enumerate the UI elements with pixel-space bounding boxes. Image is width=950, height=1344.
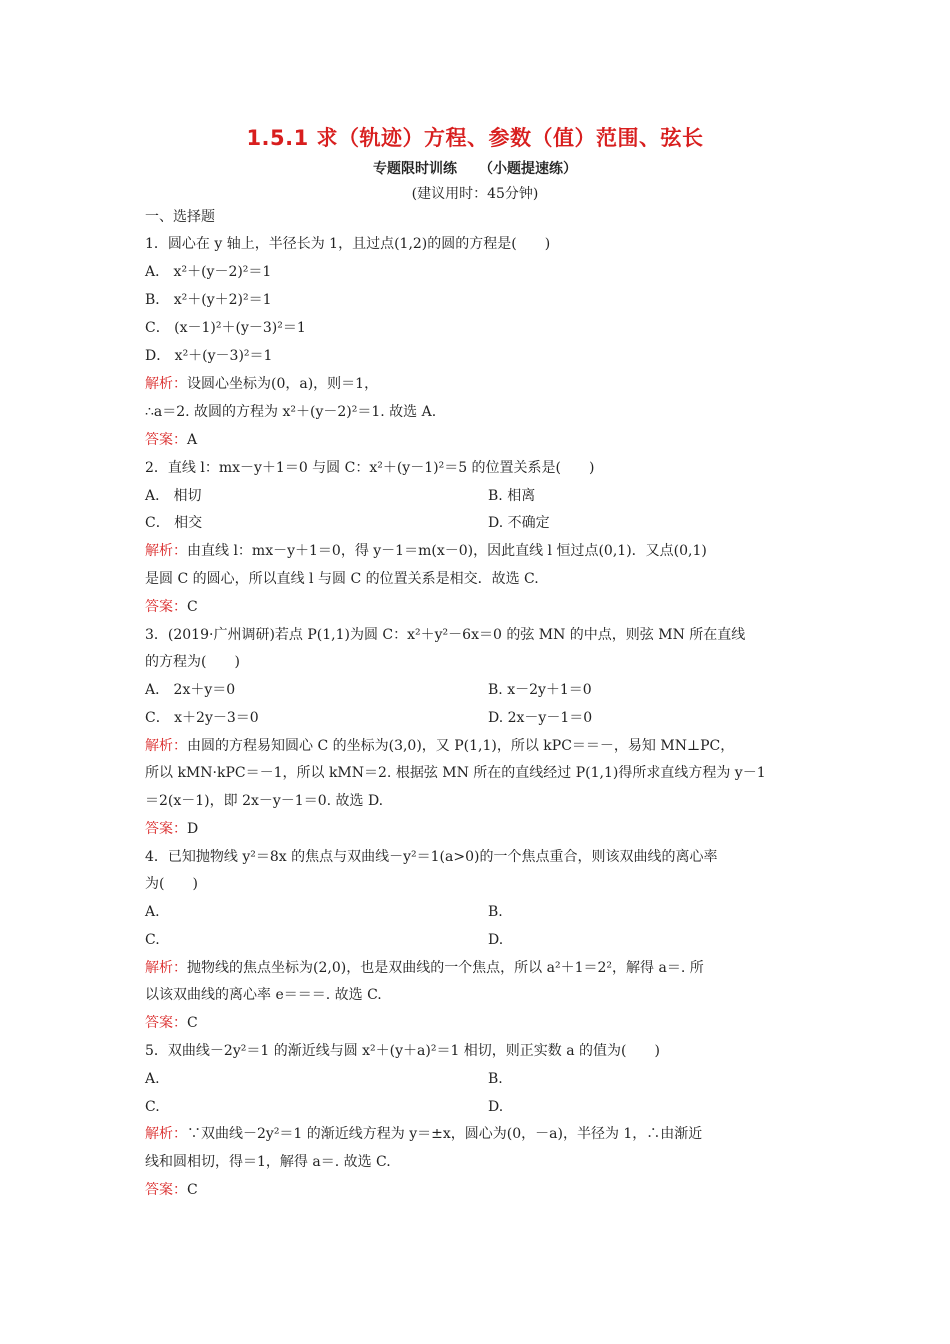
q1-option-b: B． x²＋(y＋2)²＝1 [145, 292, 272, 308]
q5-option-d: D. [488, 1099, 504, 1115]
analysis-text: 设圆心坐标为(0，a)，则＝1， [187, 376, 379, 392]
q1-analysis [145, 375, 378, 393]
q4-option-b: B. [488, 904, 503, 920]
q3-option-d: D. 2x－y－1＝0 [488, 710, 593, 726]
answer-value: D [187, 821, 199, 837]
section-heading: 一、选择题 [145, 209, 215, 225]
answer-label: 答案： [145, 1182, 187, 1198]
q4-stem-cont: 为( ) [145, 876, 198, 892]
answer-value: C [187, 599, 198, 615]
q4-analysis [145, 959, 704, 977]
answer-label: 答案： [145, 432, 187, 448]
q3-option-c: C． x＋2y－3＝0 [145, 710, 259, 726]
q1-answer [145, 431, 197, 449]
q3-option-b: B. x－2y＋1＝0 [488, 682, 592, 698]
q2-option-c: C． 相交 [145, 515, 203, 531]
answer-value: C [187, 1182, 198, 1198]
analysis-text: 由圆的方程易知圆心 C 的坐标为(3,0)，又 P(1,1)，所以 kPC＝＝－，易知 MN⊥PC， [187, 738, 735, 754]
q5-answer [145, 1181, 198, 1199]
analysis-text: 由直线 l：mx－y＋1＝0，得 y－1＝m(x－0)，因此直线 l 恒过点(0,1)．又点(0,1) [187, 543, 707, 559]
page-title: 1.5.1 求（轨迹）方程、参数（值）范围、弦长 [246, 126, 704, 150]
analysis-label: 解析： [145, 1126, 187, 1142]
q4-answer [145, 1014, 198, 1032]
page-subtitle [0, 158, 950, 178]
q5-option-b: B. [488, 1071, 503, 1087]
analysis-label: 解析： [145, 960, 187, 976]
q2-option-d: D. 不确定 [488, 515, 550, 531]
q4-option-d: D. [488, 932, 504, 948]
q5-option-c: C. [145, 1099, 160, 1115]
answer-label: 答案： [145, 1015, 187, 1031]
q2-analysis-cont: 是圆 C 的圆心，所以直线 l 与圆 C 的位置关系是相交．故选 C. [145, 571, 539, 587]
subtitle-left: 专题限时训练 [373, 161, 457, 177]
q2-analysis [145, 542, 707, 560]
analysis-label: 解析： [145, 738, 187, 754]
q1-option-a: A． x²＋(y－2)²＝1 [145, 264, 272, 280]
q4-option-a: A. [145, 904, 160, 920]
q4-option-c: C. [145, 932, 160, 948]
q5-option-a: A. [145, 1071, 160, 1087]
q5-analysis [145, 1125, 702, 1143]
q3-answer [145, 820, 198, 838]
answer-value: C [187, 1015, 198, 1031]
q5-analysis-cont: 线和圆相切，得＝1，解得 a＝. 故选 C. [145, 1154, 391, 1170]
q2-stem: 2．直线 l：mx－y＋1＝0 与圆 C：x²＋(y－1)²＝5 的位置关系是( ) [145, 460, 595, 476]
analysis-text: 抛物线的焦点坐标为(2,0)，也是双曲线的一个焦点，所以 a²＋1＝2²，解得 a＝. 所 [187, 960, 704, 976]
subtitle-right: （小题提速练） [479, 161, 577, 177]
q3-analysis-cont2: ＝2(x－1)，即 2x－y－1＝0. 故选 D. [145, 793, 384, 809]
q3-stem-cont: 的方程为( ) [145, 654, 240, 670]
q3-option-a: A． 2x＋y＝0 [145, 682, 236, 698]
q2-option-b: B. 相离 [488, 488, 536, 504]
answer-label: 答案： [145, 821, 187, 837]
analysis-label: 解析： [145, 376, 187, 392]
q1-analysis-cont: ∴a＝2. 故圆的方程为 x²＋(y－2)²＝1. 故选 A. [145, 404, 437, 420]
answer-label: 答案： [145, 599, 187, 615]
analysis-label: 解析： [145, 543, 187, 559]
analysis-text: ∵双曲线－2y²＝1 的渐近线方程为 y＝±x，圆心为(0，－a)，半径为 1，∴由渐近 [187, 1126, 703, 1142]
q4-stem: 4．已知抛物线 y²＝8x 的焦点与双曲线－y²＝1(a>0)的一个焦点重合，则该双曲线的离心率 [145, 849, 718, 865]
q4-analysis-cont: 以该双曲线的离心率 e＝＝＝. 故选 C. [145, 987, 382, 1003]
q2-answer [145, 598, 198, 616]
q1-option-d: D． x²＋(y－3)²＝1 [145, 348, 273, 364]
q1-option-c: C． (x－1)²＋(y－3)²＝1 [145, 320, 306, 336]
q3-analysis-cont: 所以 kMN·kPC＝－1，所以 kMN＝2. 根据弦 MN 所在的直线经过 P(1,1)得所求直线方程为 y－1 [145, 765, 766, 781]
q2-option-a: A． 相切 [145, 488, 202, 504]
q5-stem: 5．双曲线－2y²＝1 的渐近线与圆 x²＋(y＋a)²＝1 相切，则正实数 a 的值为( ) [145, 1043, 660, 1059]
q1-stem: 1．圆心在 y 轴上，半径长为 1，且过点(1,2)的圆的方程是( ) [145, 236, 551, 252]
q3-stem: 3．(2019·广州调研)若点 P(1,1)为圆 C：x²＋y²－6x＝0 的弦 MN 的中点，则弦 MN 所在直线 [145, 627, 746, 643]
q3-analysis [145, 737, 734, 755]
answer-value: A [187, 432, 198, 448]
time-note: (建议用时：45分钟) [411, 186, 539, 202]
